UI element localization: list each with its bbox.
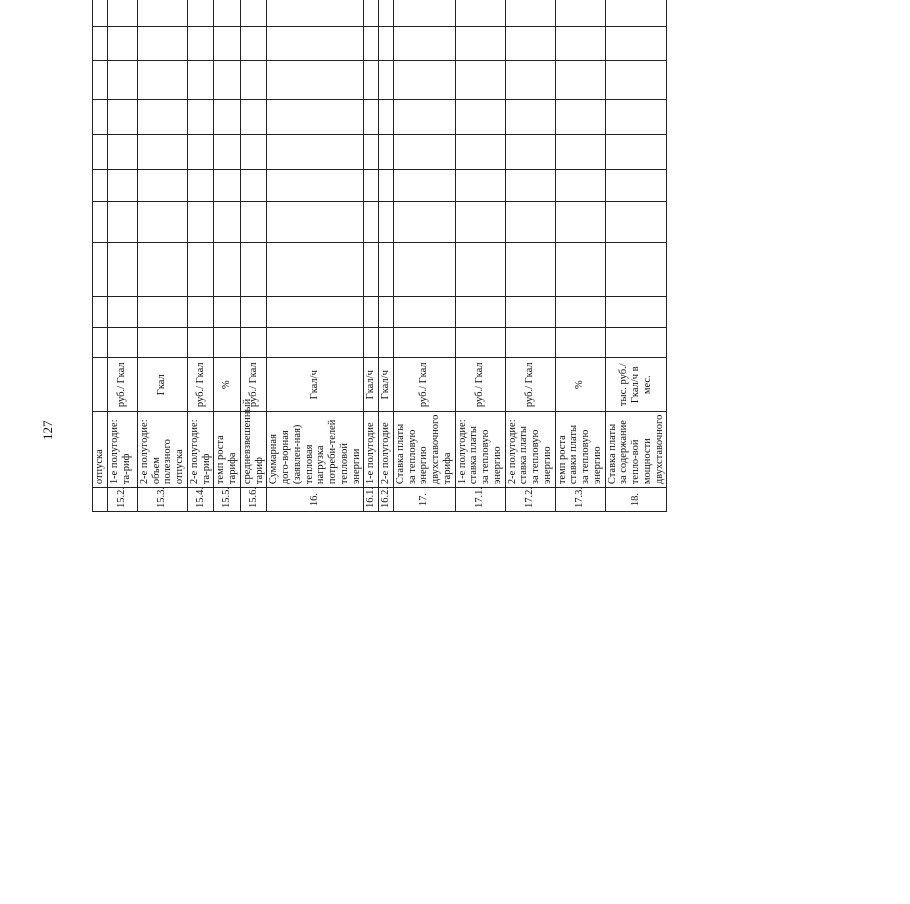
row-number: 15.2.: [107, 488, 137, 512]
value-cell: [187, 61, 214, 100]
value-cell: [555, 134, 605, 169]
value-cell: [214, 202, 241, 243]
value-cell: [240, 134, 267, 169]
value-cell: [393, 169, 455, 202]
value-cell: [214, 134, 241, 169]
value-cell: [555, 100, 605, 135]
value-cell: [455, 61, 505, 100]
value-cell: [187, 26, 214, 61]
value-cell: [187, 297, 214, 327]
value-cell: [267, 100, 364, 135]
row-unit: Гкал/ч: [379, 358, 394, 412]
value-cell: [379, 100, 394, 135]
value-cell: [187, 243, 214, 297]
row-unit: %: [214, 358, 241, 412]
value-cell: [393, 61, 455, 100]
value-cell: [93, 26, 108, 61]
row-name: 2-е полугодие: ставка платы за тепловую энергию: [505, 412, 555, 488]
row-unit: Гкал: [137, 358, 187, 412]
value-cell: [364, 169, 379, 202]
value-cell: [505, 134, 555, 169]
value-cell: [137, 0, 187, 26]
value-cell: [555, 26, 605, 61]
table-row: [93, 0, 108, 512]
row-unit: руб./ Гкал: [240, 358, 267, 412]
row-number: 17.2.: [505, 488, 555, 512]
row-number: 16.2.: [379, 488, 394, 512]
row-name: темп роста ставки платы за тепловую энергию: [555, 412, 605, 488]
value-cell: [137, 134, 187, 169]
tariff-table: [92, 0, 667, 512]
value-cell: [605, 243, 667, 297]
value-cell: [555, 202, 605, 243]
value-cell: [267, 327, 364, 357]
value-cell: [505, 61, 555, 100]
table-row: [605, 0, 667, 512]
value-cell: [455, 100, 505, 135]
row-name: темп роста тарифа: [214, 412, 241, 488]
row-unit: Гкал/ч: [267, 358, 364, 412]
value-cell: [505, 169, 555, 202]
row-number: 15.3.: [137, 488, 187, 512]
value-cell: [364, 61, 379, 100]
row-name: Суммарная дого-ворная (заявлен-ная) тепловая нагрузка потреби-телей тепловой энергии: [267, 412, 364, 488]
value-cell: [107, 26, 137, 61]
value-cell: [107, 0, 137, 26]
value-cell: [240, 243, 267, 297]
table-row: [107, 0, 137, 512]
value-cell: [393, 297, 455, 327]
row-number: 17.1.: [455, 488, 505, 512]
value-cell: [214, 169, 241, 202]
table-row: [137, 0, 187, 512]
value-cell: [93, 134, 108, 169]
value-cell: [107, 202, 137, 243]
value-cell: [505, 0, 555, 26]
value-cell: [555, 297, 605, 327]
value-cell: [267, 134, 364, 169]
value-cell: [379, 26, 394, 61]
value-cell: [240, 327, 267, 357]
value-cell: [137, 26, 187, 61]
value-cell: [107, 134, 137, 169]
value-cell: [364, 100, 379, 135]
value-cell: [555, 169, 605, 202]
value-cell: [364, 202, 379, 243]
value-cell: [364, 134, 379, 169]
table-row: [267, 0, 364, 512]
value-cell: [267, 169, 364, 202]
value-cell: [267, 243, 364, 297]
value-cell: [267, 297, 364, 327]
value-cell: [555, 243, 605, 297]
rotated-table-frame: [92, 42, 910, 512]
value-cell: [379, 0, 394, 26]
value-cell: [393, 100, 455, 135]
value-cell: [379, 169, 394, 202]
value-cell: [455, 327, 505, 357]
row-number: 15.6.: [240, 488, 267, 512]
table-row: [240, 0, 267, 512]
value-cell: [455, 0, 505, 26]
value-cell: [455, 297, 505, 327]
row-number: 16.1.: [364, 488, 379, 512]
value-cell: [267, 26, 364, 61]
row-unit: тыс. руб./ Гкал/ч в мес.: [605, 358, 667, 412]
value-cell: [214, 297, 241, 327]
value-cell: [93, 100, 108, 135]
row-number: 15.5.: [214, 488, 241, 512]
value-cell: [505, 202, 555, 243]
value-cell: [107, 297, 137, 327]
value-cell: [455, 243, 505, 297]
value-cell: [364, 327, 379, 357]
value-cell: [605, 134, 667, 169]
value-cell: [379, 327, 394, 357]
table-row: [187, 0, 214, 512]
row-name: 1-е полугодие: [364, 412, 379, 488]
value-cell: [240, 0, 267, 26]
row-unit: руб./ Гкал: [455, 358, 505, 412]
value-cell: [605, 297, 667, 327]
table-row: [379, 0, 394, 512]
row-unit: Гкал/ч: [364, 358, 379, 412]
value-cell: [379, 61, 394, 100]
value-cell: [107, 100, 137, 135]
row-name: средневзвешенный тариф: [240, 412, 267, 488]
value-cell: [393, 134, 455, 169]
value-cell: [605, 61, 667, 100]
value-cell: [379, 297, 394, 327]
value-cell: [214, 243, 241, 297]
value-cell: [107, 327, 137, 357]
value-cell: [505, 297, 555, 327]
value-cell: [214, 0, 241, 26]
value-cell: [93, 243, 108, 297]
value-cell: [605, 26, 667, 61]
value-cell: [393, 26, 455, 61]
value-cell: [240, 26, 267, 61]
value-cell: [364, 0, 379, 26]
value-cell: [107, 243, 137, 297]
row-name: 2-е полугодие: [379, 412, 394, 488]
value-cell: [240, 100, 267, 135]
value-cell: [505, 327, 555, 357]
value-cell: [93, 169, 108, 202]
row-unit: руб./ Гкал: [393, 358, 455, 412]
value-cell: [455, 134, 505, 169]
value-cell: [240, 61, 267, 100]
value-cell: [107, 169, 137, 202]
value-cell: [605, 0, 667, 26]
value-cell: [379, 243, 394, 297]
value-cell: [505, 243, 555, 297]
row-name: Ставка платы за тепловую энергию двухставочного тарифа: [393, 412, 455, 488]
row-number: 18.: [605, 488, 667, 512]
value-cell: [107, 61, 137, 100]
value-cell: [214, 100, 241, 135]
value-cell: [240, 297, 267, 327]
value-cell: [505, 26, 555, 61]
value-cell: [240, 169, 267, 202]
value-cell: [214, 61, 241, 100]
row-number: 17.3.: [555, 488, 605, 512]
value-cell: [93, 327, 108, 357]
value-cell: [455, 169, 505, 202]
row-name: 2-е полугодие: та-риф: [187, 412, 214, 488]
value-cell: [137, 297, 187, 327]
row-number: [93, 488, 108, 512]
value-cell: [364, 297, 379, 327]
value-cell: [187, 327, 214, 357]
value-cell: [187, 134, 214, 169]
table-row: [214, 0, 241, 512]
value-cell: [364, 26, 379, 61]
value-cell: [137, 100, 187, 135]
value-cell: [455, 26, 505, 61]
row-name: 1-е полугодие: ставка платы за тепловую энергию: [455, 412, 505, 488]
value-cell: [605, 100, 667, 135]
row-unit: [93, 358, 108, 412]
value-cell: [137, 61, 187, 100]
value-cell: [267, 61, 364, 100]
value-cell: [555, 0, 605, 26]
value-cell: [364, 243, 379, 297]
row-name: отпуска: [93, 412, 108, 488]
value-cell: [605, 202, 667, 243]
row-name: 2-е полугодие: объем полезного отпуска: [137, 412, 187, 488]
value-cell: [187, 202, 214, 243]
value-cell: [505, 100, 555, 135]
value-cell: [393, 202, 455, 243]
value-cell: [137, 327, 187, 357]
value-cell: [267, 0, 364, 26]
value-cell: [187, 0, 214, 26]
value-cell: [393, 243, 455, 297]
value-cell: [393, 0, 455, 26]
row-number: 17.: [393, 488, 455, 512]
value-cell: [555, 327, 605, 357]
table-row: [555, 0, 605, 512]
value-cell: [93, 297, 108, 327]
table-row: [393, 0, 455, 512]
table-row: [364, 0, 379, 512]
value-cell: [214, 327, 241, 357]
value-cell: [379, 134, 394, 169]
value-cell: [605, 327, 667, 357]
value-cell: [214, 26, 241, 61]
row-unit: %: [555, 358, 605, 412]
value-cell: [379, 202, 394, 243]
value-cell: [555, 61, 605, 100]
row-number: 16.: [267, 488, 364, 512]
table-row: [505, 0, 555, 512]
value-cell: [267, 202, 364, 243]
page-number: 127: [40, 420, 55, 440]
table-row: [455, 0, 505, 512]
value-cell: [93, 0, 108, 26]
row-name: Ставка платы за содержание тепло-вой мощности двухставочного: [605, 412, 667, 488]
value-cell: [393, 327, 455, 357]
value-cell: [240, 202, 267, 243]
value-cell: [137, 169, 187, 202]
value-cell: [93, 202, 108, 243]
value-cell: [137, 202, 187, 243]
value-cell: [137, 243, 187, 297]
row-number: 15.4.: [187, 488, 214, 512]
value-cell: [187, 100, 214, 135]
value-cell: [455, 202, 505, 243]
value-cell: [187, 169, 214, 202]
value-cell: [93, 61, 108, 100]
row-name: 1-е полугодие: та-риф: [107, 412, 137, 488]
row-unit: руб./ Гкал: [107, 358, 137, 412]
value-cell: [605, 169, 667, 202]
row-unit: руб./ Гкал: [187, 358, 214, 412]
row-unit: руб./ Гкал: [505, 358, 555, 412]
